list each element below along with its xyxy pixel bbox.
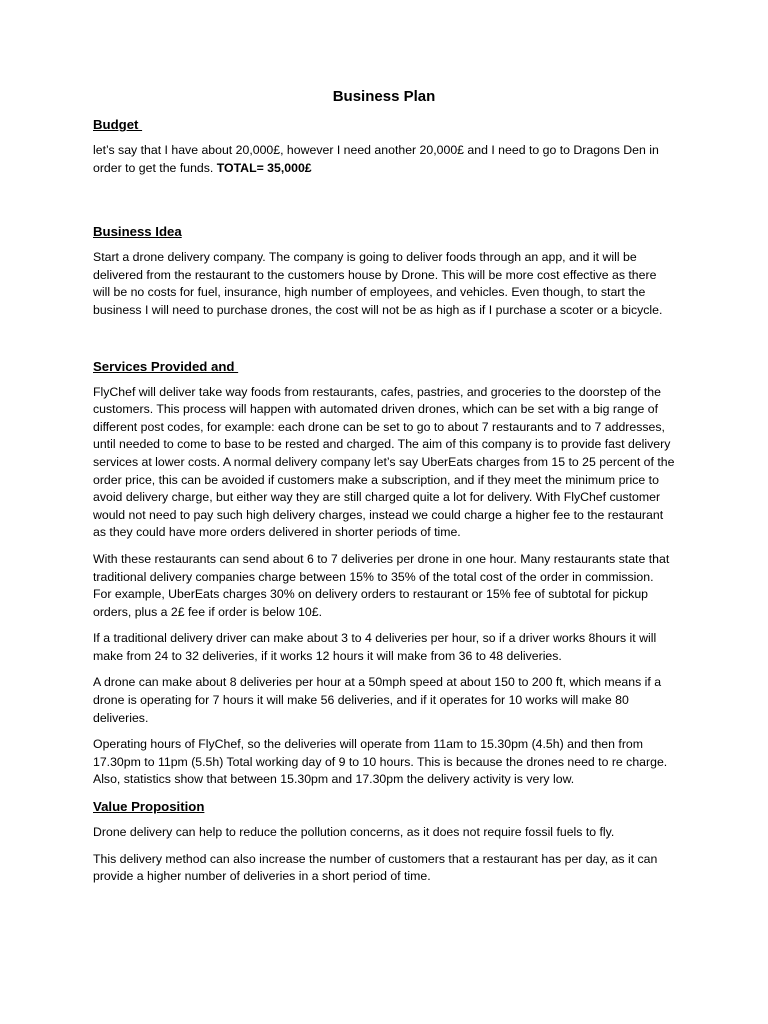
business-idea-heading: Business Idea <box>93 224 182 240</box>
document-body <box>93 87 675 895</box>
value-paragraph-2: This delivery method can also increase the number of customers that a restaurant has per day, as it can provide a higher number of deliveries in a short period of time. <box>93 851 658 884</box>
document-title: Business Plan <box>332 88 436 105</box>
services-paragraph-5: Operating hours of FlyChef, so the deliveries will operate from 11am to 15.30pm (4.5h) and then from 17.30pm to 11pm (5.5h) Total working day of 9 to 10 hours. This is because the drones need to re charge. Also, statistics show that between 15.30pm and 17.30pm the delivery activity is very low. <box>93 737 668 787</box>
value-paragraph-1: Drone delivery can help to reduce the pollution concerns, as it does not require fossil fuels to fly. <box>93 825 615 840</box>
budget-total: TOTAL= 35,000£ <box>216 160 312 175</box>
budget-paragraph <box>93 142 675 177</box>
services-heading: Services Provided and <box>93 358 239 374</box>
budget-heading: Budget <box>93 117 143 132</box>
services-paragraph-4: A drone can make about 8 deliveries per hour at a 50mph speed at about 150 to 200 ft, which means if a drone is operating for 7 hours it will make 56 deliveries, and if it operates for 10 works will make 80 deliveries. <box>93 675 662 725</box>
services-paragraph-1: FlyChef will deliver take way foods from restaurants, cafes, pastries, and groceries to the doorstep of the customers. This process will happen with automated driven drones, which can be set with a big range of different post codes, for example: each drone can be set to go to about 7 restaurants and to 7 addresses, until needed to come to base to be rested and charged. The aim of this company is to provide fast delivery services at lower costs. A normal delivery company let’s say UberEats charges from 15 to 25 percent of the order price, this can be avoided if customers make a subscription, and if they meet the minimum price to avoid delivery charge, but either way they are still charged quite a lot for delivery. With FlyChef customer would not need to pay such high delivery charges, instead we could charge a higher fee to the restaurant as they could have more orders delivered in shorter periods of time. <box>93 384 675 540</box>
services-paragraph-2: With these restaurants can send about 6 to 7 deliveries per drone in one hour. Many restaurants state that traditional delivery companies charge between 15% to 35% of the total cost of the order in commission. For example, UberEats charges 30% on delivery orders to restaurant or 15% fee of subtotal for pickup orders, plus a 2£ fee if order is below 10£. <box>93 551 670 619</box>
value-proposition-heading: Value Proposition <box>93 799 205 815</box>
business-idea-paragraph: Start a drone delivery company. The company is going to deliver foods through an app, and it will be delivered from the restaurant to the customers house by Drone. This will be more cost effective as there will be no costs for fuel, insurance, high number of employees, and vehicles. Even though, to start the business I will need to purchase drones, the cost will not be as high as if I purchase a scoter or a bicycle. <box>93 250 663 317</box>
services-paragraph-3: If a traditional delivery driver can make about 3 to 4 deliveries per hour, so if a driver works 8hours it will make from 24 to 32 deliveries, if it works 12 hours it will make from 36 to 48 deliveries. <box>93 631 657 663</box>
budget-text: let’s say that I have about 20,000£, however I need another 20,000£ and I need to go to Dragons Den in order to get the funds. <box>93 143 659 175</box>
